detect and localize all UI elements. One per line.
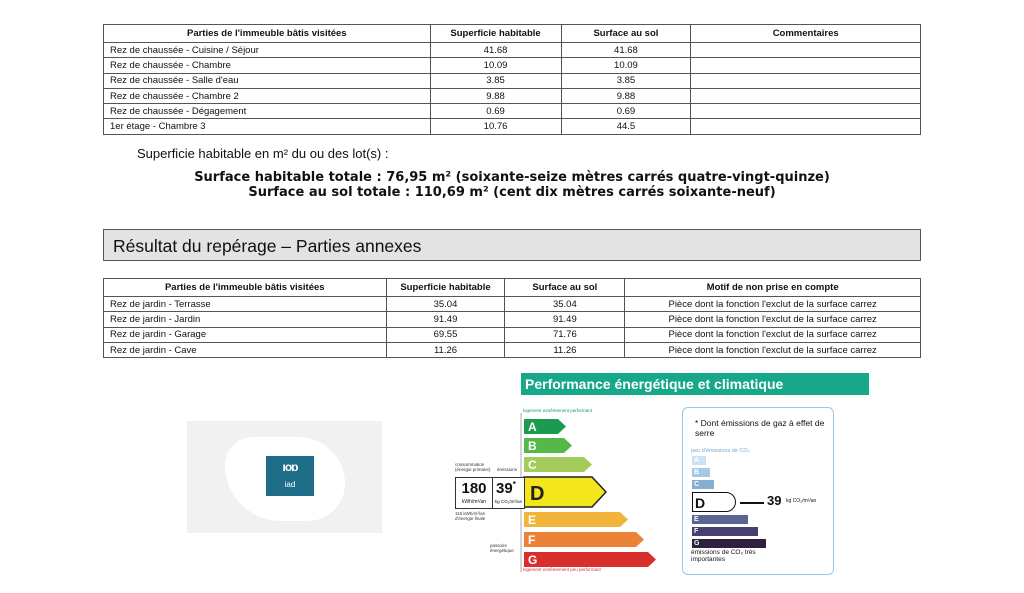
ges-bar-g: G [692,539,766,548]
cell-value: 0.69 [561,104,691,119]
cell-comment: Pièce dont la fonction l'exclut de la surface carrez [625,327,921,342]
cell-room: Rez de jardin - Jardin [104,312,387,327]
ges-bottom-label: émissions de CO₂ très importantes [691,549,756,563]
surface-intro: Superficie habitable en m² du ou des lot(s) : [137,146,389,161]
cell-value: 3.85 [430,73,561,88]
cell-value: 9.88 [561,88,691,103]
col-header: Surface au sol [561,25,691,43]
cell-comment: Pièce dont la fonction l'exclut de la surface carrez [625,342,921,357]
consumption-label: consommation (énergie primaire) [455,462,491,472]
cell-room: Rez de chaussée - Chambre 2 [104,88,431,103]
ges-note: * Dont émissions de gaz à effet de serre [695,418,825,438]
dpe-bar-g [524,552,656,567]
ges-panel [682,407,834,575]
ges-pointer-line [740,502,764,504]
ges-bar-b: B [692,468,710,477]
ges-bar-a: A [692,456,706,465]
cell-value: 9.88 [430,88,561,103]
dpe-letter-c: C [528,458,537,472]
ges-bar-d: D [692,492,736,512]
ges-bar-c: C [692,480,714,489]
dpe-bottom-label: logement extrêmement peu performant [523,567,601,572]
col-header: Parties de l'immeuble bâtis visitées [104,279,387,297]
dpe-top-label: logement extrêmement performant [523,408,593,413]
consumption-value: 180 [461,480,487,497]
dpe-letter-f: F [528,533,536,547]
col-header: Motif de non prise en compte [625,279,921,297]
col-header: Superficie habitable [386,279,505,297]
cell-room: Rez de chaussée - Cuisine / Séjour [104,43,431,58]
total-sol: Surface au sol totale : 110,69 m² (cent dix mètres carrés soixante-neuf) [248,185,776,200]
cell-room: 1er étage - Chambre 3 [104,119,431,134]
col-header: Surface au sol [505,279,625,297]
emission-value: 39* [496,480,516,497]
consumption-box [455,477,493,509]
passoire-label: passoire énergétique [490,543,514,553]
col-header: Parties de l'immeuble bâtis visitées [104,25,431,43]
ges-unit: kg CO₂/m²/an [786,498,817,504]
cell-value: 91.49 [386,312,505,327]
ges-bar-f: F [692,527,758,536]
cell-room: Rez de chaussée - Dégagement [104,104,431,119]
emission-unit: kg CO₂/m²/an [494,499,523,504]
cell-value: 71.76 [505,327,625,342]
ges-bar-e: E [692,515,748,524]
cell-value: 10.09 [561,58,691,73]
cell-room: Rez de jardin - Garage [104,327,387,342]
dpe-bar-f [524,532,644,547]
dpe-letter-a: A [528,420,537,434]
dpe-letter-g: G [528,553,538,567]
total-habitable: Surface habitable totale : 76,95 m² (soixante-seize mètres carrés quatre-vingt-quinze) [194,170,830,185]
cell-value: 10.76 [430,119,561,134]
cell-value: 69.55 [386,327,505,342]
cell-room: Rez de jardin - Terrasse [104,297,387,312]
dpe-letter-b: B [528,439,537,453]
cell-value: 41.68 [561,43,691,58]
cell-value: 91.49 [505,312,625,327]
logo-mark: ıoɒ [282,460,298,474]
cell-value: 10.09 [430,58,561,73]
ges-value: 39 [767,493,782,508]
dpe-letter-d: D [530,483,545,505]
consumption-unit: kWh/m²/an [461,499,487,505]
cell-room: Rez de jardin - Cave [104,342,387,357]
cell-room: Rez de chaussée - Salle d'eau [104,73,431,88]
col-header: Commentaires [691,25,921,43]
emission-box [493,477,525,509]
dpe-title: Performance énergétique et climatique [521,373,869,395]
final-energy: 116 kWh/m²/an d'énergie finale [455,511,486,521]
cell-value: 35.04 [505,297,625,312]
cell-value: 0.69 [430,104,561,119]
cell-room: Rez de chaussée - Chambre [104,58,431,73]
cell-value: 11.26 [505,342,625,357]
logo-text: iad [284,480,296,489]
cell-value: 35.04 [386,297,505,312]
emissions-label: émissions [497,467,518,472]
col-header: Superficie habitable [430,25,561,43]
cell-value: 44.5 [561,119,691,134]
cell-value: 3.85 [561,73,691,88]
dpe-letter-e: E [528,513,537,527]
dpe-bar-e [524,512,628,527]
cell-value: 11.26 [386,342,505,357]
ges-top-label: peu d'émissions de CO₂ [691,448,750,454]
section-title: Résultat du repérage – Parties annexes [103,229,921,261]
cell-comment: Pièce dont la fonction l'exclut de la surface carrez [625,312,921,327]
cell-value: 41.68 [430,43,561,58]
cell-comment: Pièce dont la fonction l'exclut de la surface carrez [625,297,921,312]
